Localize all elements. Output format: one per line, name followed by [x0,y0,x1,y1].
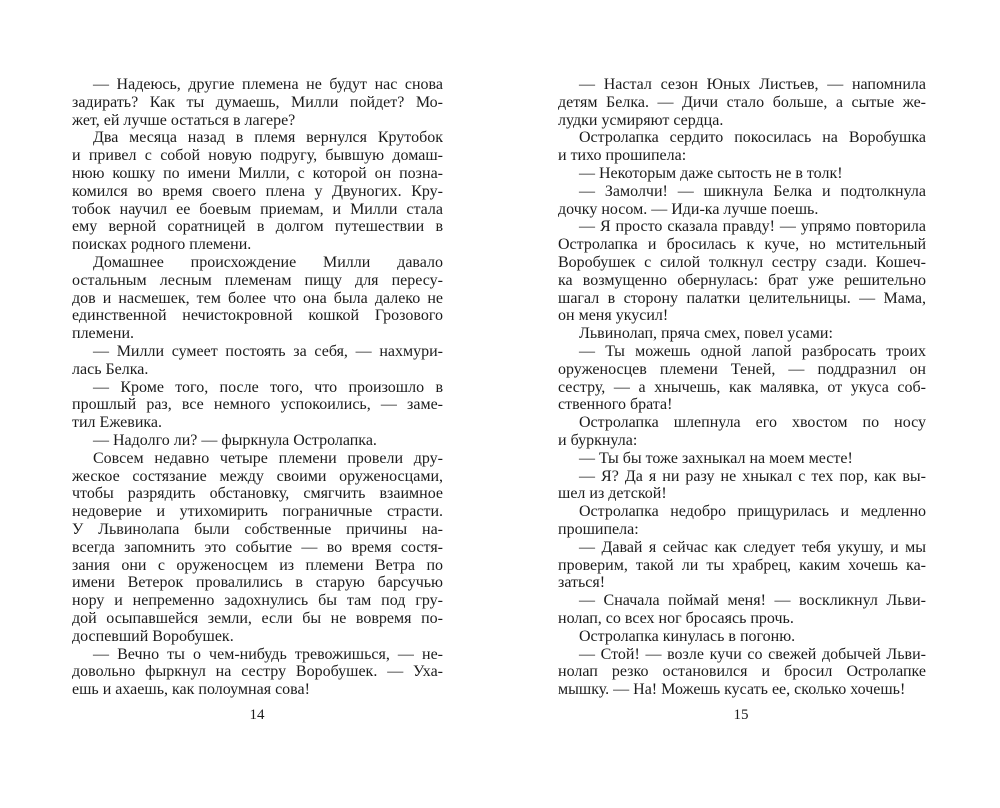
text-line: ка возмущенно обернулась: брат уже решительно [558,271,926,289]
page-right [558,76,926,699]
text-line: ственного брата! [558,396,673,414]
text-line: Остролапка и бросилась к куче, но мстительный [558,236,926,254]
text-line: мышку. — На! Можешь кусать ее, сколько хочешь! [558,681,906,699]
text-line: он меня укусил! [558,307,669,325]
text-line: заться! [558,574,606,592]
text-line: — Давай я сейчас как следует тебя укушу, и мы [579,538,926,556]
text-line: лась Белка. [72,360,149,378]
text-line: — Некоторым даже сытость не в толк! [579,164,843,182]
text-line: сестру, — а хнычешь, как малявка, от укуса соб- [558,378,926,396]
text-line: детям Белка. — Дичи стало больше, а сытые же- [558,93,926,111]
text-line: — Ты можешь одной лапой разбросать троих [579,342,926,360]
text-line: Домашнее происхождение Милли давало [93,253,443,271]
text-line: нору и непременно задохнулись бы там под гру- [72,592,443,610]
text-line: доспевший Воробушек. [72,627,234,645]
text-line: нюю кошку по имени Милли, с которой он позна- [72,164,443,182]
text-line: ешь и ахаешь, как полоумная сова! [72,681,310,699]
text-line: — Стой! — возле кучи со свежей добычей Льви- [579,645,926,663]
text-line: задирать? Как ты думаешь, Милли пойдет? Мо- [72,93,443,111]
text-line: прошипела: [558,520,639,538]
text-line: и буркнула: [558,431,638,449]
text-line: жет, ей лучше остаться в лагере? [72,111,296,129]
text-line: жеское состязание между своими оруженосцами, [72,467,443,485]
text-line: — Милли сумеет постоять за себя, — нахмури- [93,342,443,360]
text-line: Совсем недавно четыре племени провели дру- [93,449,443,467]
text-line: лудки усмиряют сердца. [558,111,724,129]
text-line: Два месяца назад в племя вернулся Крутобок [93,129,443,147]
text-line: дов и насмешек, тем более что она была далеко не [72,289,443,307]
text-line: недоверие и утихомирить пограничные страсти. [72,503,443,521]
text-line: нолап резко остановился и бросил Остролапке [558,663,926,681]
text-line: зания они с оруженосцем из племени Ветра по [72,556,443,574]
text-line: — Надолго ли? — фыркнула Остролапка. [93,431,377,449]
text-line: Львинолап, пряча смех, повел усами: [579,325,833,343]
text-line: прошлый раз, все немного успокоились, — заме- [72,396,443,414]
text-line: шел из детской! [558,485,667,503]
text-line: и привел с собой новую подругу, бывшую домаш- [72,147,443,165]
text-line: единственной нечистокровной кошкой Грозового [72,307,443,325]
text-line: чтобы разрядить обстановку, смягчить взаимное [72,485,443,503]
text-line: — Надеюсь, другие племена не будут нас снова [93,76,443,93]
page-number: 14 [249,707,265,723]
text-line: У Львинолапа были собственные причины на- [72,520,443,538]
text-line: Остролапка недобро прищурилась и медленно [579,503,926,521]
text-line: Остролапка кинулась в погоню. [579,627,796,645]
text-line: — Сначала поймай меня! — воскликнул Льви- [579,592,926,610]
text-line: ему верной соратницей в долгом путешествии в [72,218,443,236]
text-line: Остролапка сердито покосилась на Воробушка [579,129,926,147]
text-line: племени. [72,325,134,343]
text-line: нолап, со всех ног бросаясь прочь. [558,609,794,627]
text-line: Остролапка шлепнула его хвостом по носу [579,414,926,432]
text-line: — Ты бы тоже захныкал на моем месте! [579,449,853,467]
text-line: тобок научил ее боевым приемам, и Милли стала [72,200,443,218]
text-line: оруженосцев племени Теней, — поддразнил он [558,360,926,378]
text-line: и тихо прошипела: [558,147,687,165]
text-line: — Я? Да я ни разу не хныкал с тех пор, как вы- [579,467,926,485]
text-line: — Кроме того, после того, что произошло в [93,378,443,396]
text-line: — Вечно ты о чем-нибудь тревожишься, — не- [93,645,443,663]
text-line: поисках родного племени. [72,236,252,254]
text-line: тил Ежевика. [72,414,163,432]
text-line: — Настал сезон Юных Листьев, — напомнила [579,76,926,93]
text-line: имени Ветерок провалились в старую барсучью [72,574,443,592]
text-line: Воробушек с силой толкнул сестру сзади. Кошеч- [558,253,926,271]
text-line: комился во время своего плена у Двуногих. Кру- [72,182,443,200]
text-line: остальным лесным племенам пищу для пересу- [72,271,443,289]
text-line: всегда запомнить это событие — во время состя- [72,538,443,556]
text-line: — Замолчи! — шикнула Белка и подтолкнула [579,182,926,200]
text-line: дой осыпавшейся земли, если бы не вовремя по- [72,609,443,627]
page-number: 15 [733,707,749,723]
text-line: проверим, такой ли ты храбрец, каким хочешь ка- [558,556,926,574]
text-line: довольно фыркнул на сестру Воробушек. — Уха- [72,663,443,681]
text-line: — Я просто сказала правду! — упрямо повторила [579,218,926,236]
text-line: дочку носом. — Иди-ка лучше поешь. [558,200,819,218]
text-line: шагал в сторону палатки целительницы. — Мама, [558,289,926,307]
page-left [72,76,443,699]
